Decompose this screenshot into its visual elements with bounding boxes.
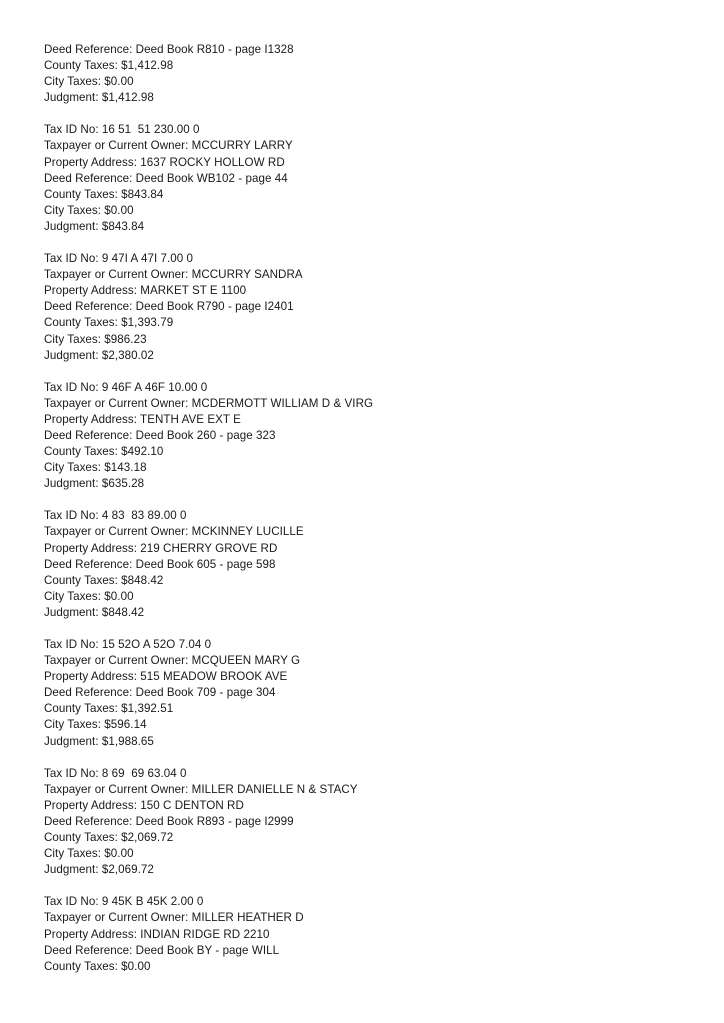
record-line: Property Address: 150 C DENTON RD [44,798,244,812]
record-line: Tax ID No: 9 45K B 45K 2.00 0 [44,895,204,909]
record-line: Taxpayer or Current Owner: MILLER DANIELLE N & STACY [44,782,358,796]
record-line: City Taxes: $143.18 [44,461,147,475]
record-line: County Taxes: $0.00 [44,959,151,973]
record-line: County Taxes: $843.84 [44,187,164,201]
tax-record [44,894,684,974]
record-line: Judgment: $2,069.72 [44,863,154,877]
record-line: City Taxes: $0.00 [44,203,134,217]
record-line: Judgment: $1,412.98 [44,91,154,105]
record-line: Tax ID No: 8 69 69 63.04 0 [44,766,187,780]
tax-record [44,508,684,621]
record-line: Deed Reference: Deed Book R810 - page I1328 [44,43,294,56]
record-line: Deed Reference: Deed Book WB102 - page 44 [44,171,288,185]
record-line: Tax ID No: 16 51 51 230.00 0 [44,123,200,137]
record-line: City Taxes: $0.00 [44,847,134,861]
tax-record [44,122,684,235]
record-line: County Taxes: $1,392.51 [44,702,174,716]
record-line: Taxpayer or Current Owner: MCCURRY SANDRA [44,268,303,282]
record-line: Property Address: TENTH AVE EXT E [44,412,241,426]
tax-record [44,42,684,106]
record-line: Property Address: MARKET ST E 1100 [44,284,247,298]
record-line: City Taxes: $596.14 [44,718,147,732]
record-line: Taxpayer or Current Owner: MILLER HEATHER D [44,911,304,925]
record-line: Taxpayer or Current Owner: MCCURRY LARRY [44,139,293,153]
record-line: Judgment: $848.42 [44,605,145,619]
record-line: Deed Reference: Deed Book 605 - page 598 [44,557,276,571]
tax-record [44,380,684,493]
record-line: Property Address: 515 MEADOW BROOK AVE [44,670,288,684]
record-line: Taxpayer or Current Owner: MCDERMOTT WILLIAM D & VIRG [44,396,374,410]
record-line: County Taxes: $848.42 [44,573,164,587]
record-line: Tax ID No: 15 52O A 52O 7.04 0 [44,638,212,651]
record-line: County Taxes: $492.10 [44,445,164,459]
record-line: City Taxes: $0.00 [44,75,134,89]
tax-record [44,251,684,364]
tax-record [44,637,684,750]
record-line: Tax ID No: 9 47I A 47I 7.00 0 [44,252,194,266]
record-line: Judgment: $635.28 [44,477,145,491]
record-line: Taxpayer or Current Owner: MCKINNEY LUCILLE [44,525,304,539]
record-line: Deed Reference: Deed Book R790 - page I2401 [44,300,294,314]
record-line: Deed Reference: Deed Book 260 - page 323 [44,428,276,442]
record-line: Taxpayer or Current Owner: MCQUEEN MARY G [44,654,301,668]
record-line: Tax ID No: 9 46F A 46F 10.00 0 [44,380,208,394]
record-line: Judgment: $843.84 [44,219,145,233]
record-line: County Taxes: $2,069.72 [44,831,174,845]
record-line: City Taxes: $0.00 [44,589,134,603]
record-line: Deed Reference: Deed Book BY - page WILL [44,943,280,957]
record-line: City Taxes: $986.23 [44,332,147,346]
record-line: Deed Reference: Deed Book R893 - page I2999 [44,814,294,828]
record-line: Property Address: INDIAN RIDGE RD 2210 [44,927,270,941]
record-line: Tax ID No: 4 83 83 89.00 0 [44,509,187,523]
tax-record [44,766,684,879]
document-page [44,42,684,991]
record-line: Judgment: $1,988.65 [44,734,154,748]
record-line: Judgment: $2,380.02 [44,348,154,362]
record-line: County Taxes: $1,393.79 [44,316,174,330]
record-line: Property Address: 1637 ROCKY HOLLOW RD [44,155,285,169]
record-line: County Taxes: $1,412.98 [44,59,174,73]
record-line: Deed Reference: Deed Book 709 - page 304 [44,686,276,700]
record-line: Property Address: 219 CHERRY GROVE RD [44,541,278,555]
